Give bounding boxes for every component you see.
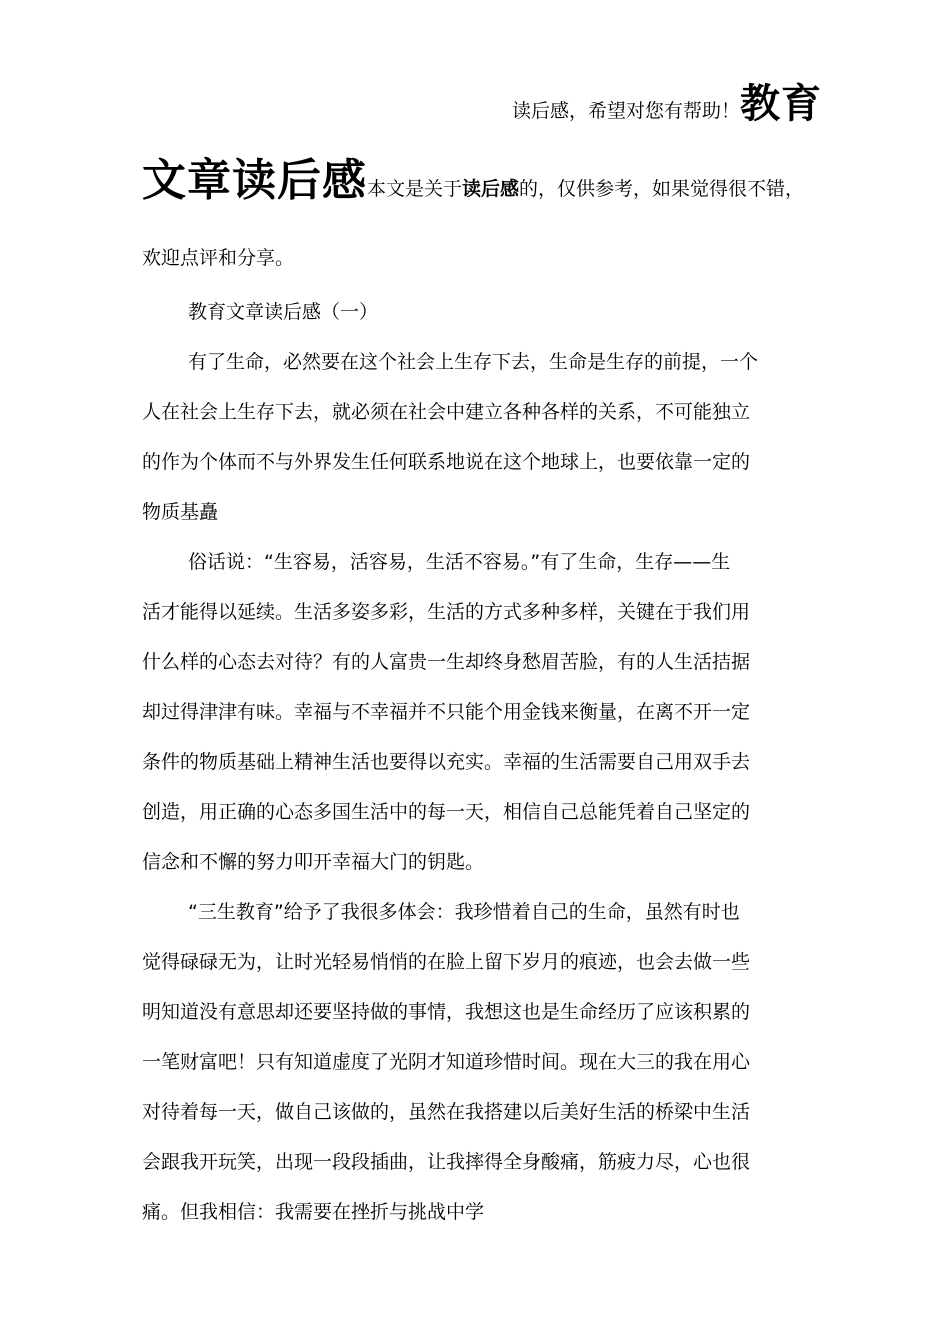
title-line (142, 144, 842, 204)
paragraph-line: 创造，用正确的心态多国生活中的每一天，相信自己总能凭着自己坚定的 (142, 801, 751, 823)
paragraph-line: 的作为个体而不与外界发生任何联系地说在这个地球上，也要依靠一定的 (142, 451, 751, 473)
subtitle-post: 的，仅供参考，如果觉得很不错， (519, 178, 805, 200)
paragraph-line: 有了生命，必然要在这个社会上生存下去，生命是生存的前提，一个 (188, 351, 759, 373)
document-title-part2: 文章读后感 (142, 155, 367, 206)
paragraph-line: 对待着每一天，做自己该做的，虽然在我搭建以后美好生活的桥梁中生活 (142, 1101, 751, 1123)
paragraph-line: “三生教育”给予了我很多体会：我珍惜着自己的生命，虽然有时也 (188, 901, 740, 923)
subtitle-keyword: 读后感 (462, 178, 520, 200)
paragraph-line: 什么样的心态去对待？有的人富贵一生却终身愁眉苦脸，有的人生活拮据 (142, 651, 751, 673)
subtitle-text (367, 178, 804, 200)
paragraph-line: 条件的物质基础上精神生活也要得以充实。幸福的生活需要自己用双手去 (142, 751, 751, 773)
paragraph-line: 人在社会上生存下去，就必须在社会中建立各种各样的关系，不可能独立 (142, 401, 751, 423)
paragraph-line: 俗话说：“生容易，活容易，生活不容易。”有了生命，生存——生 (188, 551, 731, 573)
paragraph-line: 会跟我开玩笑，出现一段段插曲，让我摔得全身酸痛，筋疲力尽，心也很 (142, 1151, 751, 1173)
subtitle-line-2: 欢迎点评和分享。 (142, 247, 295, 269)
paragraph-line: 一笔财富吧！只有知道虚度了光阴才知道珍惜时间。现在大三的我在用心 (142, 1051, 751, 1073)
subtitle-pre: 本文是关于 (367, 178, 463, 200)
paragraph-line: 却过得津津有味。幸福与不幸福并不只能个用金钱来衡量，在离不开一定 (142, 701, 751, 723)
paragraph-line: 觉得碌碌无为，让时光轻易悄悄的在脸上留下岁月的痕迹，也会去做一些 (142, 951, 751, 973)
section-heading: 教育文章读后感（一） (188, 301, 379, 323)
paragraph-line: 明知道没有意思却还要坚持做的事情，我想这也是生命经历了应该积累的 (142, 1001, 751, 1023)
paragraph-line: 痛。但我相信：我需要在挫折与挑战中学 (142, 1201, 485, 1223)
paragraph-line: 信念和不懈的努力叩开幸福大门的钥匙。 (142, 851, 485, 873)
document-title-part1: 教育 (740, 81, 822, 127)
intro-text: 读后感，希望对您有帮助！ (511, 100, 740, 122)
paragraph-line: 活才能得以延续。生活多姿多彩，生活的方式多种多样，关键在于我们用 (142, 601, 751, 623)
paragraph-line: 物质基矗 (142, 501, 219, 523)
header-line (142, 72, 822, 127)
